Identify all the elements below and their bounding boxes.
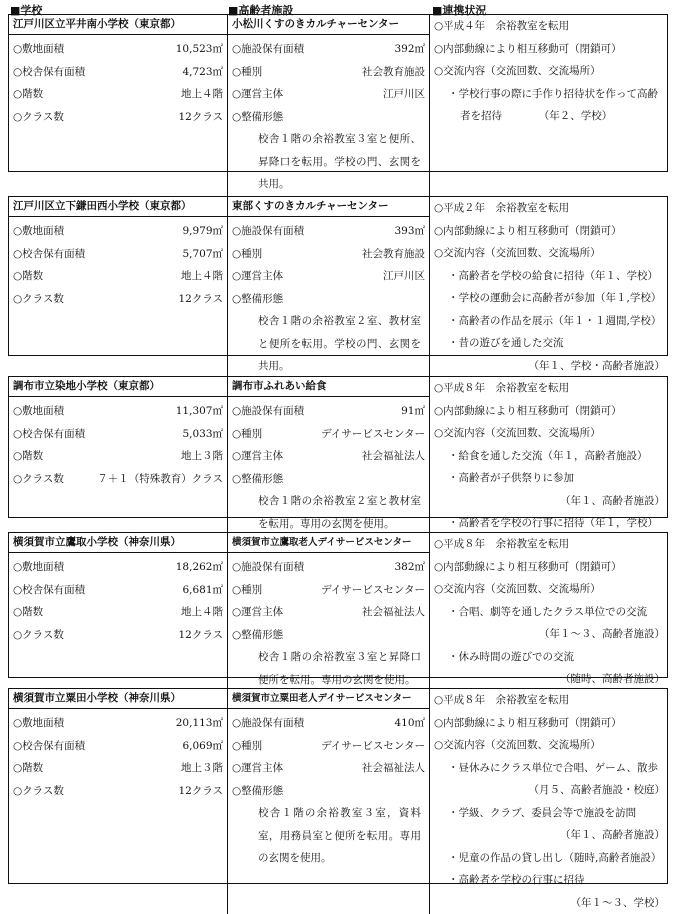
cooperation-text: （年１、高齢者施設） [560,824,665,847]
cooperation-column [429,15,669,196]
school-row [13,445,223,468]
school-row-value: 18,262㎡ [176,556,223,579]
facility-details [228,217,429,378]
facility-row-value: 社会福祉法人 [362,601,425,624]
facility-row [232,220,425,243]
cooperation-text: ・高齢者を学校の行事に招待（年１，学校） [448,512,658,535]
case-block [8,376,668,518]
cooperation-line [434,869,665,892]
school-row-label: ○階数 [13,265,43,288]
cooperation-text: ・学校行事の際に手作り招待状を作って高齢 [448,83,658,106]
facility-row [232,757,425,780]
school-row-label: ○校舎保有面積 [13,243,85,266]
school-row-value: 9,979㎡ [182,220,223,243]
facility-row [232,445,425,468]
facility-note: 校舎１階の余裕教室２室、教材室と便所を転用。学校の門、玄関を共用。 [232,310,425,378]
cooperation-line [434,578,665,601]
facility-row [232,780,425,803]
school-row [13,400,223,423]
cooperation-line [434,556,665,579]
cooperation-text: ○平成４年 余裕教室を転用 [434,15,569,38]
school-details [9,397,227,490]
cooperation-text: ・給食を通した交流（年１，高齢者施設） [448,445,648,468]
school-row-value: 12クラス [178,780,223,803]
school-row-label: ○階数 [13,601,43,624]
school-details [9,35,227,128]
school-row-label: ○クラス数 [13,106,64,129]
facility-row-label: ○整備形態 [232,106,283,129]
cooperation-line [434,533,665,556]
cooperation-line [434,490,665,513]
school-row [13,243,223,266]
facility-row-value: 社会教育施設 [362,243,425,266]
school-row-label: ○校舎保有面積 [13,423,85,446]
cooperation-text: ・合唱、劇等を通したクラス単位での交流 [448,601,647,624]
school-details [9,217,227,310]
cooperation-text: 者を招待 （年２、学校） [460,105,612,128]
cooperation-text: ○内部動線により相互移動可（閉鎖可） [434,38,622,61]
cooperation-text: （随時、高齢者施設） [560,668,665,691]
facility-row-label: ○種別 [232,61,262,84]
facility-row [232,400,425,423]
school-row [13,38,223,61]
case-block [8,532,668,678]
cooperation-details [430,377,669,535]
facility-column [227,197,429,378]
cooperation-details [430,689,669,914]
cooperation-line [434,422,665,445]
facility-row-label: ○運営主体 [232,445,283,468]
facility-row-value: 393㎡ [394,220,425,243]
cooperation-line [434,332,665,355]
cooperation-text: ○交流内容（交流回数、交流場所） [434,242,601,265]
school-row [13,780,223,803]
cooperation-line [434,265,665,288]
school-row-label: ○敷地面積 [13,556,64,579]
cooperation-line [434,310,665,333]
school-row-value: 20,113㎡ [176,712,223,735]
school-row-value: 12クラス [178,624,223,647]
facility-row [232,243,425,266]
school-row-label: ○階数 [13,757,43,780]
facility-row-value: 江戸川区 [383,83,425,106]
facility-row [232,61,425,84]
cooperation-line [434,824,665,847]
facility-row-value: デイサービスセンター [321,579,425,602]
school-column [9,377,227,535]
cooperation-line [434,287,665,310]
cooperation-text: （月５、高齢者施設・校庭） [529,779,666,802]
case-block [8,14,668,172]
cooperation-line [434,802,665,825]
facility-row [232,601,425,624]
facility-note: 校舎１階の余裕教室３室，資料室，用務員室と便所を転用。専用の玄関を使用。 [232,802,425,870]
cooperation-line [434,105,665,128]
school-row-label: ○クラス数 [13,780,64,803]
cooperation-text: ○内部動線により相互移動可（閉鎖可） [434,400,622,423]
cooperation-line [434,242,665,265]
facility-row [232,265,425,288]
facility-row [232,556,425,579]
facility-row-label: ○運営主体 [232,601,283,624]
cooperation-text: ○交流内容（交流回数、交流場所） [434,422,601,445]
school-row-label: ○校舎保有面積 [13,735,85,758]
facility-row [232,735,425,758]
facility-row [232,83,425,106]
facility-row-value: 社会福祉法人 [362,757,425,780]
case-block [8,196,668,356]
facility-column [227,377,429,535]
cooperation-text: ・学級、クラブ、委員会等で施設を訪問 [448,802,636,825]
case-block [8,688,668,884]
facility-row [232,712,425,735]
school-row [13,624,223,647]
cooperation-line [434,15,665,38]
header-cooperation: ■連携状況 [432,2,486,18]
school-row-value: 6,069㎡ [182,735,223,758]
school-row [13,423,223,446]
facility-name: 横須賀市立鷹取老人デイサービスセンター [228,533,429,553]
cooperation-line [434,38,665,61]
school-row [13,83,223,106]
facility-row [232,579,425,602]
facility-name: 横須賀市立粟田老人デイサービスセンター [228,689,429,709]
school-row-value: 地上４階 [181,83,223,106]
school-row-value: 地上４階 [181,265,223,288]
school-row-label: ○敷地面積 [13,400,64,423]
cooperation-text: ・昔の遊びを通した交流 [448,332,564,355]
school-row-label: ○校舎保有面積 [13,579,85,602]
school-row [13,579,223,602]
cooperation-text: ・休み時間の遊びでの交流 [448,646,574,669]
school-row-label: ○敷地面積 [13,220,64,243]
cooperation-line [434,712,665,735]
header-school: ■学校 [10,2,42,18]
school-column [9,689,227,914]
school-row-value: 12クラス [178,288,223,311]
cooperation-details [430,197,669,377]
facility-column [227,533,429,691]
school-row-value: 地上３階 [181,757,223,780]
facility-row [232,468,425,491]
facility-details [228,709,429,870]
school-details [9,553,227,646]
facility-row [232,288,425,311]
cooperation-line [434,892,665,914]
facility-row-value: 社会教育施設 [362,61,425,84]
school-row [13,601,223,624]
school-row-label: ○クラス数 [13,288,64,311]
cooperation-text: （年１、学校・高齢者施設） [529,355,666,378]
facility-row-value: 江戸川区 [383,265,425,288]
facility-row-label: ○種別 [232,735,262,758]
school-row-value: 5,707㎡ [182,243,223,266]
cooperation-text: ・高齢者の作品を展示（年１・１週間,学校） [448,310,661,333]
school-name: 調布市立染地小学校（東京都） [9,377,227,397]
facility-row [232,106,425,129]
cooperation-text: ○交流内容（交流回数、交流場所） [434,578,601,601]
school-row [13,288,223,311]
school-row [13,712,223,735]
cooperation-text: ○交流内容（交流回数、交流場所） [434,60,601,83]
school-row-value: 5,033㎡ [182,423,223,446]
cooperation-text: （年１～３、高齢者施設） [539,623,665,646]
school-row-label: ○階数 [13,445,43,468]
school-row-label: ○敷地面積 [13,38,64,61]
facility-row-label: ○整備形態 [232,624,283,647]
school-row [13,735,223,758]
facility-row-label: ○運営主体 [232,757,283,780]
cooperation-line [434,646,665,669]
cooperation-line [434,197,665,220]
cooperation-line [434,355,665,378]
facility-row [232,38,425,61]
facility-row-label: ○施設保有面積 [232,712,304,735]
cooperation-line [434,623,665,646]
facility-name: 東部くすのきカルチャーセンター [228,197,429,217]
cooperation-line [434,601,665,624]
school-row-label: ○階数 [13,83,43,106]
school-row [13,468,223,491]
header-facility: ■高齢者施設 [228,2,293,18]
cooperation-line [434,734,665,757]
facility-column [227,15,429,196]
cooperation-column [429,689,669,914]
school-row [13,265,223,288]
school-row-value: 地上４階 [181,601,223,624]
facility-row-value: 社会福祉法人 [362,445,425,468]
cooperation-details [430,533,669,691]
school-row-value: 6,681㎡ [182,579,223,602]
school-row [13,556,223,579]
facility-note: 校舎１階の余裕教室３室と便所、昇降口を転用。学校の門、玄関を共用。 [232,128,425,196]
cooperation-text: ○平成８年 余裕教室を転用 [434,377,569,400]
facility-row-value: デイサービスセンター [321,423,425,446]
cooperation-column [429,377,669,535]
facility-row-label: ○施設保有面積 [232,220,304,243]
school-row-value: 4,723㎡ [182,61,223,84]
cooperation-text: ○平成２年 余裕教室を転用 [434,197,569,220]
cooperation-line [434,779,665,802]
school-row-value: 地上３階 [181,445,223,468]
cooperation-text: ○平成８年 余裕教室を転用 [434,689,569,712]
cooperation-text: ○内部動線により相互移動可（閉鎖可） [434,220,622,243]
cooperation-text: ○内部動線により相互移動可（閉鎖可） [434,556,622,579]
cooperation-line [434,847,665,870]
school-details [9,709,227,802]
school-row-label: ○敷地面積 [13,712,64,735]
facility-name: 小松川くすのきカルチャーセンター [228,15,429,35]
cooperation-line [434,220,665,243]
facility-row [232,423,425,446]
school-row-label: ○クラス数 [13,468,64,491]
facility-row-label: ○運営主体 [232,265,283,288]
cooperation-text: （年１、高齢者施設） [560,490,665,513]
facility-row-label: ○種別 [232,423,262,446]
facility-row-label: ○施設保有面積 [232,556,304,579]
cooperation-text: ○交流内容（交流回数、交流場所） [434,734,601,757]
cooperation-line [434,60,665,83]
cooperation-line [434,400,665,423]
school-row [13,220,223,243]
cooperation-text: ・児童の作品の貸し出し（随時,高齢者施設） [448,847,661,870]
facility-row-value: 410㎡ [394,712,425,735]
facility-details [228,397,429,535]
facility-column [227,689,429,914]
facility-row-label: ○整備形態 [232,468,283,491]
cooperation-line [434,445,665,468]
facility-row-label: ○施設保有面積 [232,400,304,423]
facility-row-label: ○施設保有面積 [232,38,304,61]
school-row-value: 12クラス [178,106,223,129]
school-row [13,61,223,84]
school-row-label: ○校舎保有面積 [13,61,85,84]
cooperation-text: ・高齢者を学校の行事に招待 [448,869,585,892]
facility-row-label: ○整備形態 [232,780,283,803]
school-row-label: ○クラス数 [13,624,64,647]
school-name: 江戸川区立下鎌田西小学校（東京都） [9,197,227,217]
facility-row-label: ○運営主体 [232,83,283,106]
facility-note: 校舎１階の余裕教室３室と昇降口便所を転用。専用の玄関を使用。 [232,646,425,691]
school-name: 横須賀市立鷹取小学校（神奈川県） [9,533,227,553]
school-row-value: ７＋１（特殊教育）クラス [97,468,223,491]
cooperation-text: ○平成８年 余裕教室を転用 [434,533,569,556]
cooperation-line [434,377,665,400]
facility-row [232,624,425,647]
cooperation-text: ・高齢者が子供祭りに参加 [448,467,574,490]
cooperation-text: （年１～３、学校） [571,892,666,914]
school-name: 江戸川区立平井南小学校（東京都） [9,15,227,35]
facility-row-value: デイサービスセンター [321,735,425,758]
cooperation-details [430,15,669,128]
school-row [13,106,223,129]
facility-row-label: ○種別 [232,243,262,266]
school-name: 横須賀市立粟田小学校（神奈川県） [9,689,227,709]
cooperation-line [434,689,665,712]
facility-details [228,35,429,196]
facility-row-label: ○種別 [232,579,262,602]
cooperation-line [434,757,665,780]
cooperation-column [429,197,669,378]
facility-row-value: 91㎡ [401,400,425,423]
school-column [9,197,227,378]
facility-row-value: 392㎡ [394,38,425,61]
cooperation-text: ・学校の運動会に高齢者が参加（年１,学校） [448,287,661,310]
school-column [9,15,227,196]
cooperation-line [434,467,665,490]
cooperation-text: ・高齢者を学校の給食に招待（年１、学校） [448,265,658,288]
school-row [13,757,223,780]
cooperation-text: ・昼休みにクラス単位で合唱、ゲーム、散歩 [448,757,658,780]
cooperation-column [429,533,669,691]
school-row-value: 10,523㎡ [176,38,223,61]
school-row-value: 11,307㎡ [176,400,223,423]
cooperation-line [434,83,665,106]
facility-row-label: ○整備形態 [232,288,283,311]
cooperation-text: ○内部動線により相互移動可（閉鎖可） [434,712,622,735]
facility-name: 調布市ふれあい給食 [228,377,429,397]
school-column [9,533,227,691]
facility-details [228,553,429,691]
facility-row-value: 382㎡ [394,556,425,579]
facility-note: 校舎１階の余裕教室２室と教材室を転用。専用の玄関を使用。 [232,490,425,535]
